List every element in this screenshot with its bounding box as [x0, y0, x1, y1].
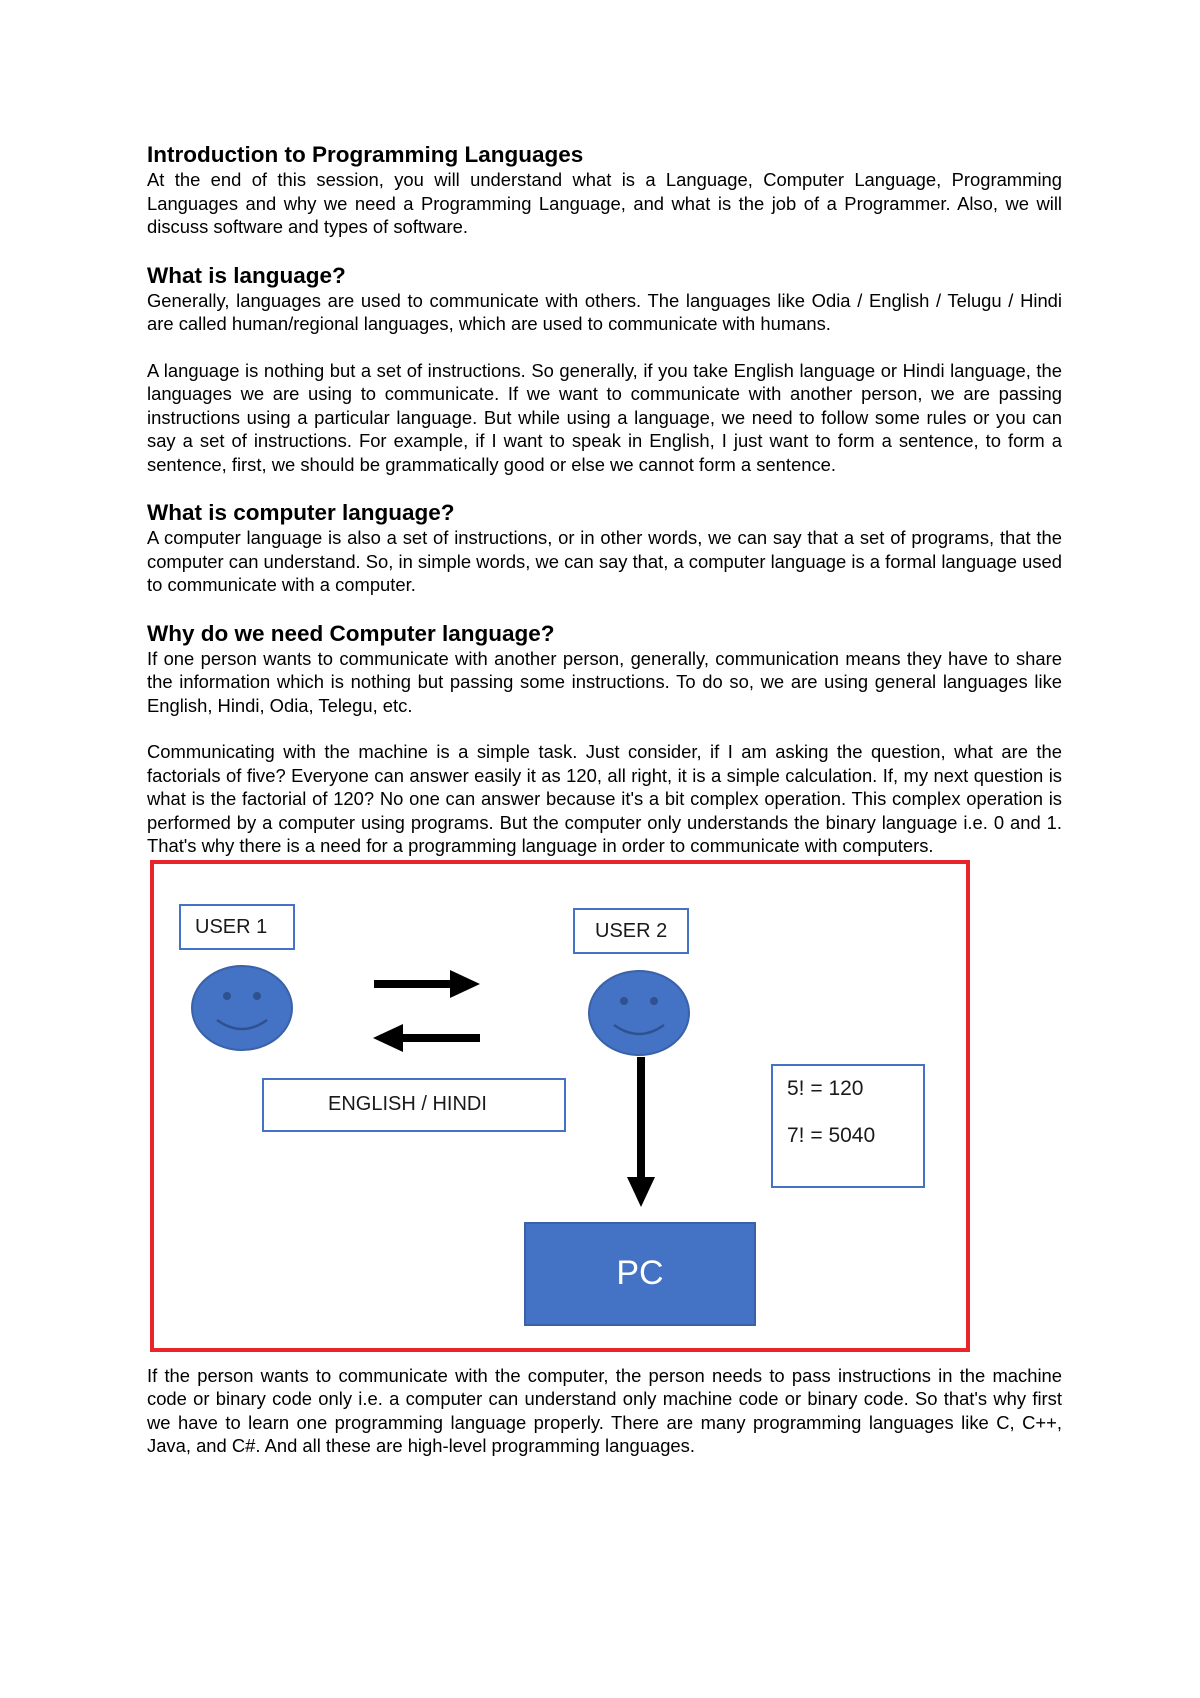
factorial-5: 5! = 120: [787, 1076, 864, 1100]
right-arrow-icon: [450, 970, 480, 998]
heading-intro: Introduction to Programming Languages: [147, 142, 584, 167]
down-arrow-icon: [627, 1177, 655, 1207]
paragraph-closing: If the person wants to communicate with the computer, the person needs to pass instructions in the machine code or binary code only i.e. a computer can understand only machine code or binary code. So that's why first we have to learn one programming language properly. There are many programming languages like C, C++, Java, and C#. And all these are high-level programming languages.: [147, 1364, 1062, 1456]
paragraph-computer-language: A computer language is also a set of instructions, or in other words, we can say that a set of programs, that the computer can understand. So, in simple words, we can say that, a computer language is a formal language used to communicate with a computer.: [147, 527, 1062, 595]
factorial-box: [771, 1064, 925, 1188]
user2-right-eye: [650, 997, 658, 1005]
user2-label: USER 2: [595, 919, 668, 942]
paragraph-language-1: Generally, languages are used to communicate with others. The languages like Odia / English / Telugu / Hindi are called human/regional languages, which are used to communicate with humans.: [147, 289, 1062, 334]
paragraph-why-need-2: Communicating with the machine is a simple task. Just consider, if I am asking the question, what are the factorials of five? Everyone can answer easily it as 120, all right, it is a simple calculation. If, my next question is what is the factorial of 120? No one can answer because it's a bit complex operation. This complex operation is performed by a computer using programs. But the computer only understands the binary language i.e. 0 and 1. That's why there is a need for a programming language in order to communicate with computers.: [147, 741, 1062, 856]
heading-what-is-language: What is language?: [147, 262, 346, 288]
pc-label: PC: [616, 1254, 664, 1292]
user2-smiley-icon: [589, 971, 689, 1055]
user1-label: USER 1: [195, 915, 268, 938]
paragraph-intro: At the end of this session, you will understand what is a Language, Computer Language, Programming Languages and why we need a Programming Language, and what is the job of a Programmer. Also, we will discuss software and types of software.: [147, 169, 1062, 237]
user1-smiley-icon: [192, 966, 292, 1050]
user2-left-eye: [620, 997, 628, 1005]
pc-box: [524, 1222, 756, 1326]
paragraph-language-2: A language is nothing but a set of instructions. So generally, if you take English language or Hindi language, the languages we are using to communicate. If we want to communicate with another person, we are passing instructions using a particular language. But while using a language, we need to follow some rules or you can say a set of instructions. For example, if I want to speak in English, I just want to form a sentence, to form a sentence, first, we should be grammatically good or else we cannot form a sentence.: [147, 359, 1062, 475]
heading-computer-language: What is computer language?: [147, 500, 455, 525]
user1-right-eye: [253, 992, 261, 1000]
user1-box: [179, 904, 295, 950]
paragraph-why-need-1: If one person wants to communicate with another person, generally, communication means they have to share the information which is nothing but passing some instructions. To do so, we are using general languages like English, Hindi, Odia, Telegu, etc.: [147, 647, 1062, 716]
factorial-7: 7! = 5040: [787, 1123, 876, 1147]
communication-diagram: [150, 860, 970, 1352]
user1-left-eye: [223, 992, 231, 1000]
document-page: [147, 142, 1062, 1458]
user2-box: [573, 908, 689, 954]
left-arrow-icon: [373, 1024, 403, 1052]
heading-why-need: Why do we need Computer language?: [147, 620, 555, 646]
language-box: [262, 1078, 566, 1132]
language-label: ENGLISH / HINDI: [328, 1092, 487, 1115]
